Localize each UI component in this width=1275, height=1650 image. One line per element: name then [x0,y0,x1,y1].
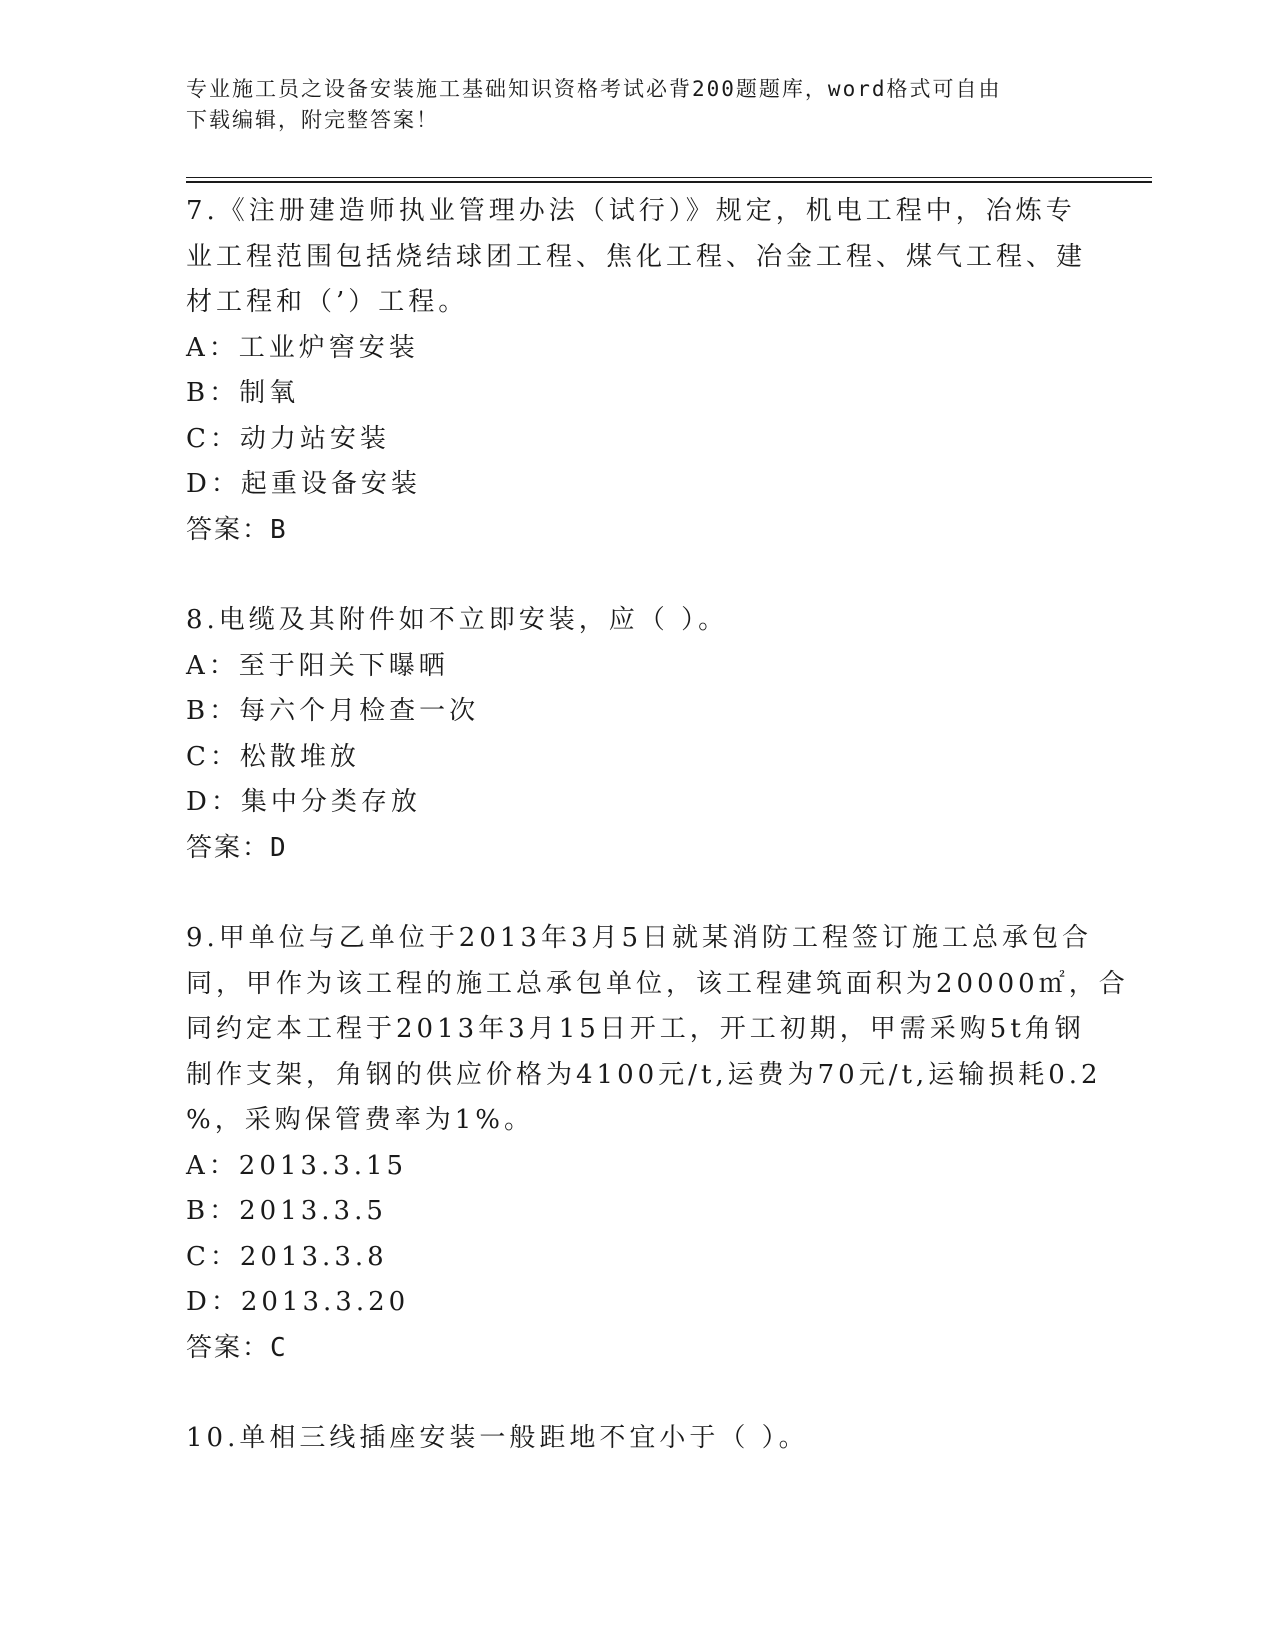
question-text-line: 10.单相三线插座安装一般距地不宜小于（ ）。 [186,1423,809,1453]
answer-value: C [270,1332,287,1363]
question-text-line: 7.《注册建造师执业管理办法（试行）》规定，机电工程中，冶炼专 [186,196,1076,226]
question-text-line: 业工程范围包括烧结球团工程、焦化工程、冶金工程、煤气工程、建 [186,241,1087,272]
question-8 [186,598,1086,871]
question-10 [186,1416,1086,1462]
option-b: B：每六个月检查一次 [186,696,480,726]
answer-label: 答案： [186,832,271,863]
question-text-line: 9.甲单位与乙单位于2013年3月5日就某消防工程签订施工总承包合 [186,923,1093,953]
question-9 [186,916,1129,1371]
option-c: C：松散堆放 [186,741,360,772]
answer-label: 答案： [186,1332,271,1363]
header-line-1: 专业施工员之设备安装施工基础知识资格考试必背200题题库，word格式可自由 [186,77,1002,101]
option-a: A：至于阳关下曝晒 [186,650,449,681]
header-divider-thin [186,177,1152,178]
option-d: D：集中分类存放 [186,787,421,817]
question-7 [186,189,1086,553]
option-d: D：起重设备安装 [186,469,421,499]
option-a: A：工业炉窖安装 [186,332,419,363]
question-text-line: 材工程和（’）工程。 [186,287,469,317]
option-b: B：制氧 [186,378,300,408]
header-line-2: 下载编辑，附完整答案！ [186,108,439,132]
question-text-line: 制作支架，角钢的供应价格为4100元/t,运费为70元/t,运输损耗0.2 [186,1059,1102,1090]
question-list [186,189,1129,1507]
answer-line [186,1326,1086,1372]
answer-line [186,508,1086,554]
answer-line [186,826,1086,872]
question-text-line: %，采购保管费率为1%。 [186,1105,534,1135]
option-c: C：2013.3.8 [186,1241,388,1272]
answer-value: D [270,832,287,863]
option-a: A：2013.3.15 [186,1150,408,1181]
question-text-line: 同，甲作为该工程的施工总承包单位，该工程建筑面积为20000㎡，合 [186,968,1129,999]
question-text-line: 8.电缆及其附件如不立即安装，应（ ）。 [186,605,729,635]
question-text-line: 同约定本工程于2013年3月15日开工，开工初期，甲需采购5t角钢 [186,1014,1085,1044]
option-d: D：2013.3.20 [186,1287,410,1317]
document-header [186,74,1066,136]
answer-label: 答案： [186,514,271,545]
answer-value: B [270,514,287,545]
option-c: C：动力站安装 [186,423,390,454]
option-b: B：2013.3.5 [186,1196,387,1226]
header-divider-thick [186,181,1152,183]
